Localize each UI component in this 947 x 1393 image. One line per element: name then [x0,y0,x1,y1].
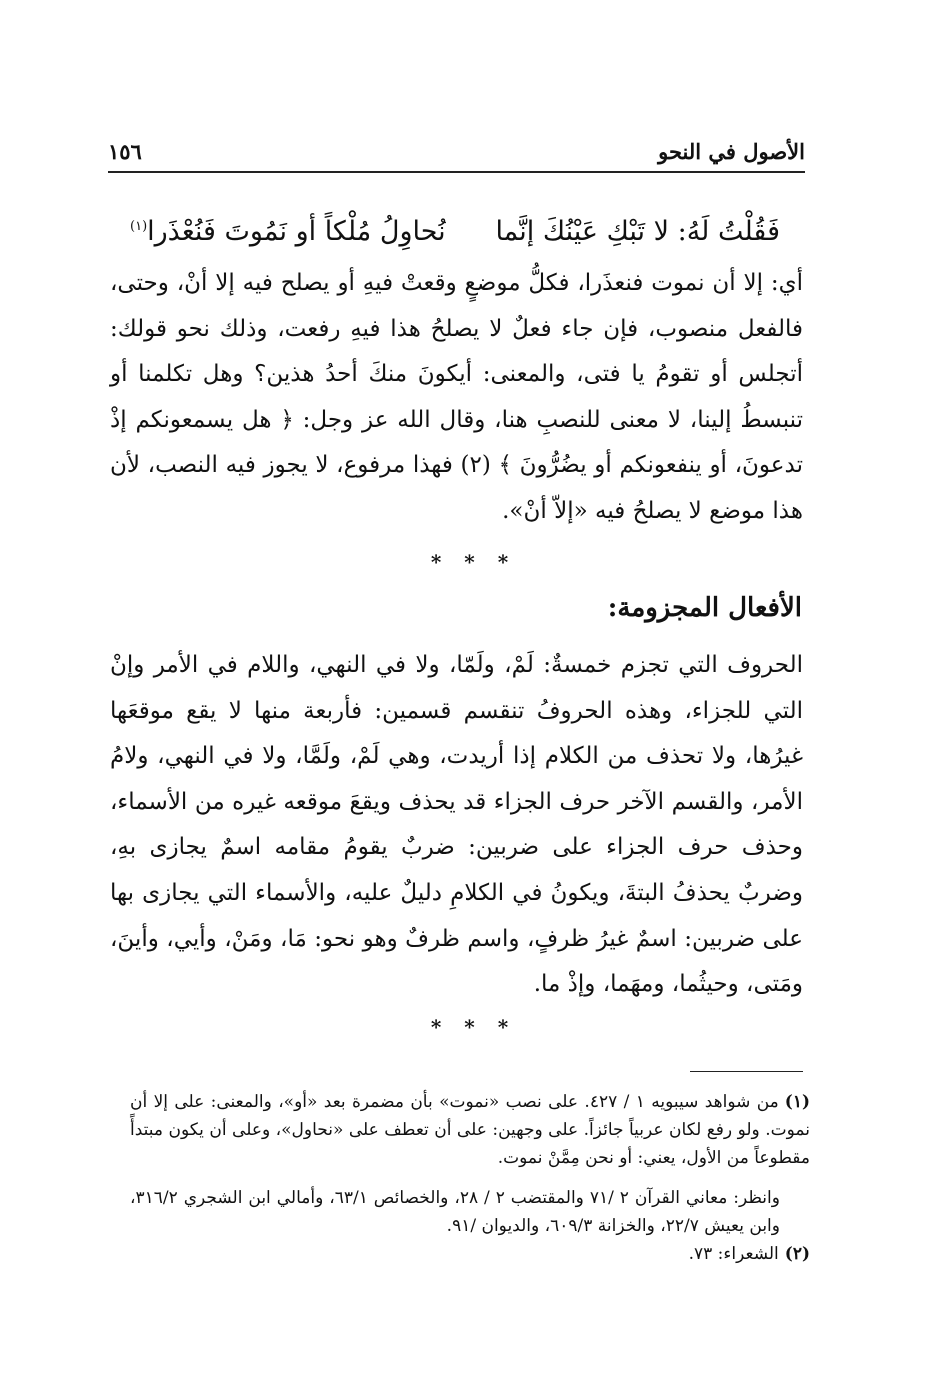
page-header [108,133,805,173]
footnote-1-text: من شواهد سيبويه ١ / ٤٢٧. على نصب «نموت» بأن مضمرة بعد «أو»، والمعنى: على إلا أن نموت. ولو رفع لكان عربياً جائزاً. على وجهين: على أن تعطف على «نحاول»، وعلى أن يكون مبتدأً مقطوعاً من الأول، يعني: أو نحن مِمَّنْ نموت. [130,1092,810,1168]
paragraph-1: أي: إلا أن نموت فنعذَرا، فكلُّ موضعٍ وقعتْ فيهِ أو يصلح فيه إلا أنْ، وحتى، فالفعل منصوب، فإن جاء فعلٌ لا يصلحُ هذا فيهِ رفعت، وذلك نحو قولك: أتجلس أو تقومُ يا فتى، والمعنى: أيكونَ منكَ أحدُ هذين؟ وهل تكلمنا أو تنبسطُ إلينا، لا معنى للنصبِ هنا، وقال الله عز وجل: ﴿ هل يسمعونكم إذْ تدعونَ، أو ينفعونكم أو يضُرُّونَ ﴾ (٢) فهذا مرفوع، لا يجوز فيه النصب، لأن هذا موضع لا يصلحُ فيه «إلاّ أنْ». [110,270,803,524]
verse-second-hemistich-text: نُحاوِلُ مُلْكاً أو نَمُوتَ فَنُعْذَرا [147,215,446,247]
footnote-2-text: الشعراء: ٧٣. [688,1244,779,1264]
footnote-2-number: (٢) [784,1244,810,1264]
footnote-1-references: وانظر: معاني القرآن ٢ /٧١ والمقتضب ٢ / ٢٨، والخصائص ٦٣/١، وأمالي ابن الشجري ٣١٦/٢، وابن يعيش ٢٢/٧، والخزانة ٦٠٩/٣، والديوان /٩١. [130,1188,780,1236]
footnotes [130,1088,810,1268]
section-separator-2: * * * [430,1015,517,1039]
footnote-1-number: (١) [784,1092,811,1112]
verse-second-hemistich [130,216,446,247]
poetry-verse [130,206,780,256]
running-title: الأصول في النحو [658,139,805,164]
footnote-1 [130,1088,810,1172]
footnote-ref-1: (١) [130,218,148,234]
verse-first-hemistich: فَقُلْتُ لَهُ: لا تَبْكِ عَيْنُكَ إنَّما [495,215,780,247]
footnote-divider [690,1071,803,1072]
footnote-2 [130,1240,810,1268]
page-number: ١٥٦ [108,139,142,164]
paragraph-2: الحروف التي تجزم خمسةٌ: لَمْ، ولَمّا، ولا في النهي، واللام في الأمر وإنْ التي للجزاء، وهذه الحروفُ تنقسم قسمين: فأربعة منها لا يقع موقعَها غيرُها، ولا تحذف من الكلام إذا أريدت، وهي لَمْ، ولَمَّا، ولا في النهي، ولامُ الأمر، والقسم الآخر حرف الجزاء قد يحذف ويقعَ موقعه غيره من الأسماء، وحذف حرف الجزاء على ضربين: ضربٌ يقومُ مقامه اسمٌ يجازى بهِ، وضربٌ يحذفُ البتةَ، ويكونُ في الكلامِ دليلٌ عليه، والأسماء التي يجازى بها على ضربين: اسمٌ غيرُ ظرفٍ، واسم ظرفٌ وهو نحو: مَا، ومَنْ، وأيي، وأينَ، ومَتى، وحيثُما، ومهَما، وإذْ ما. [110,652,803,998]
section-separator-1: * * * [430,550,517,574]
section-heading: الأفعال المجزومة: [607,593,802,623]
